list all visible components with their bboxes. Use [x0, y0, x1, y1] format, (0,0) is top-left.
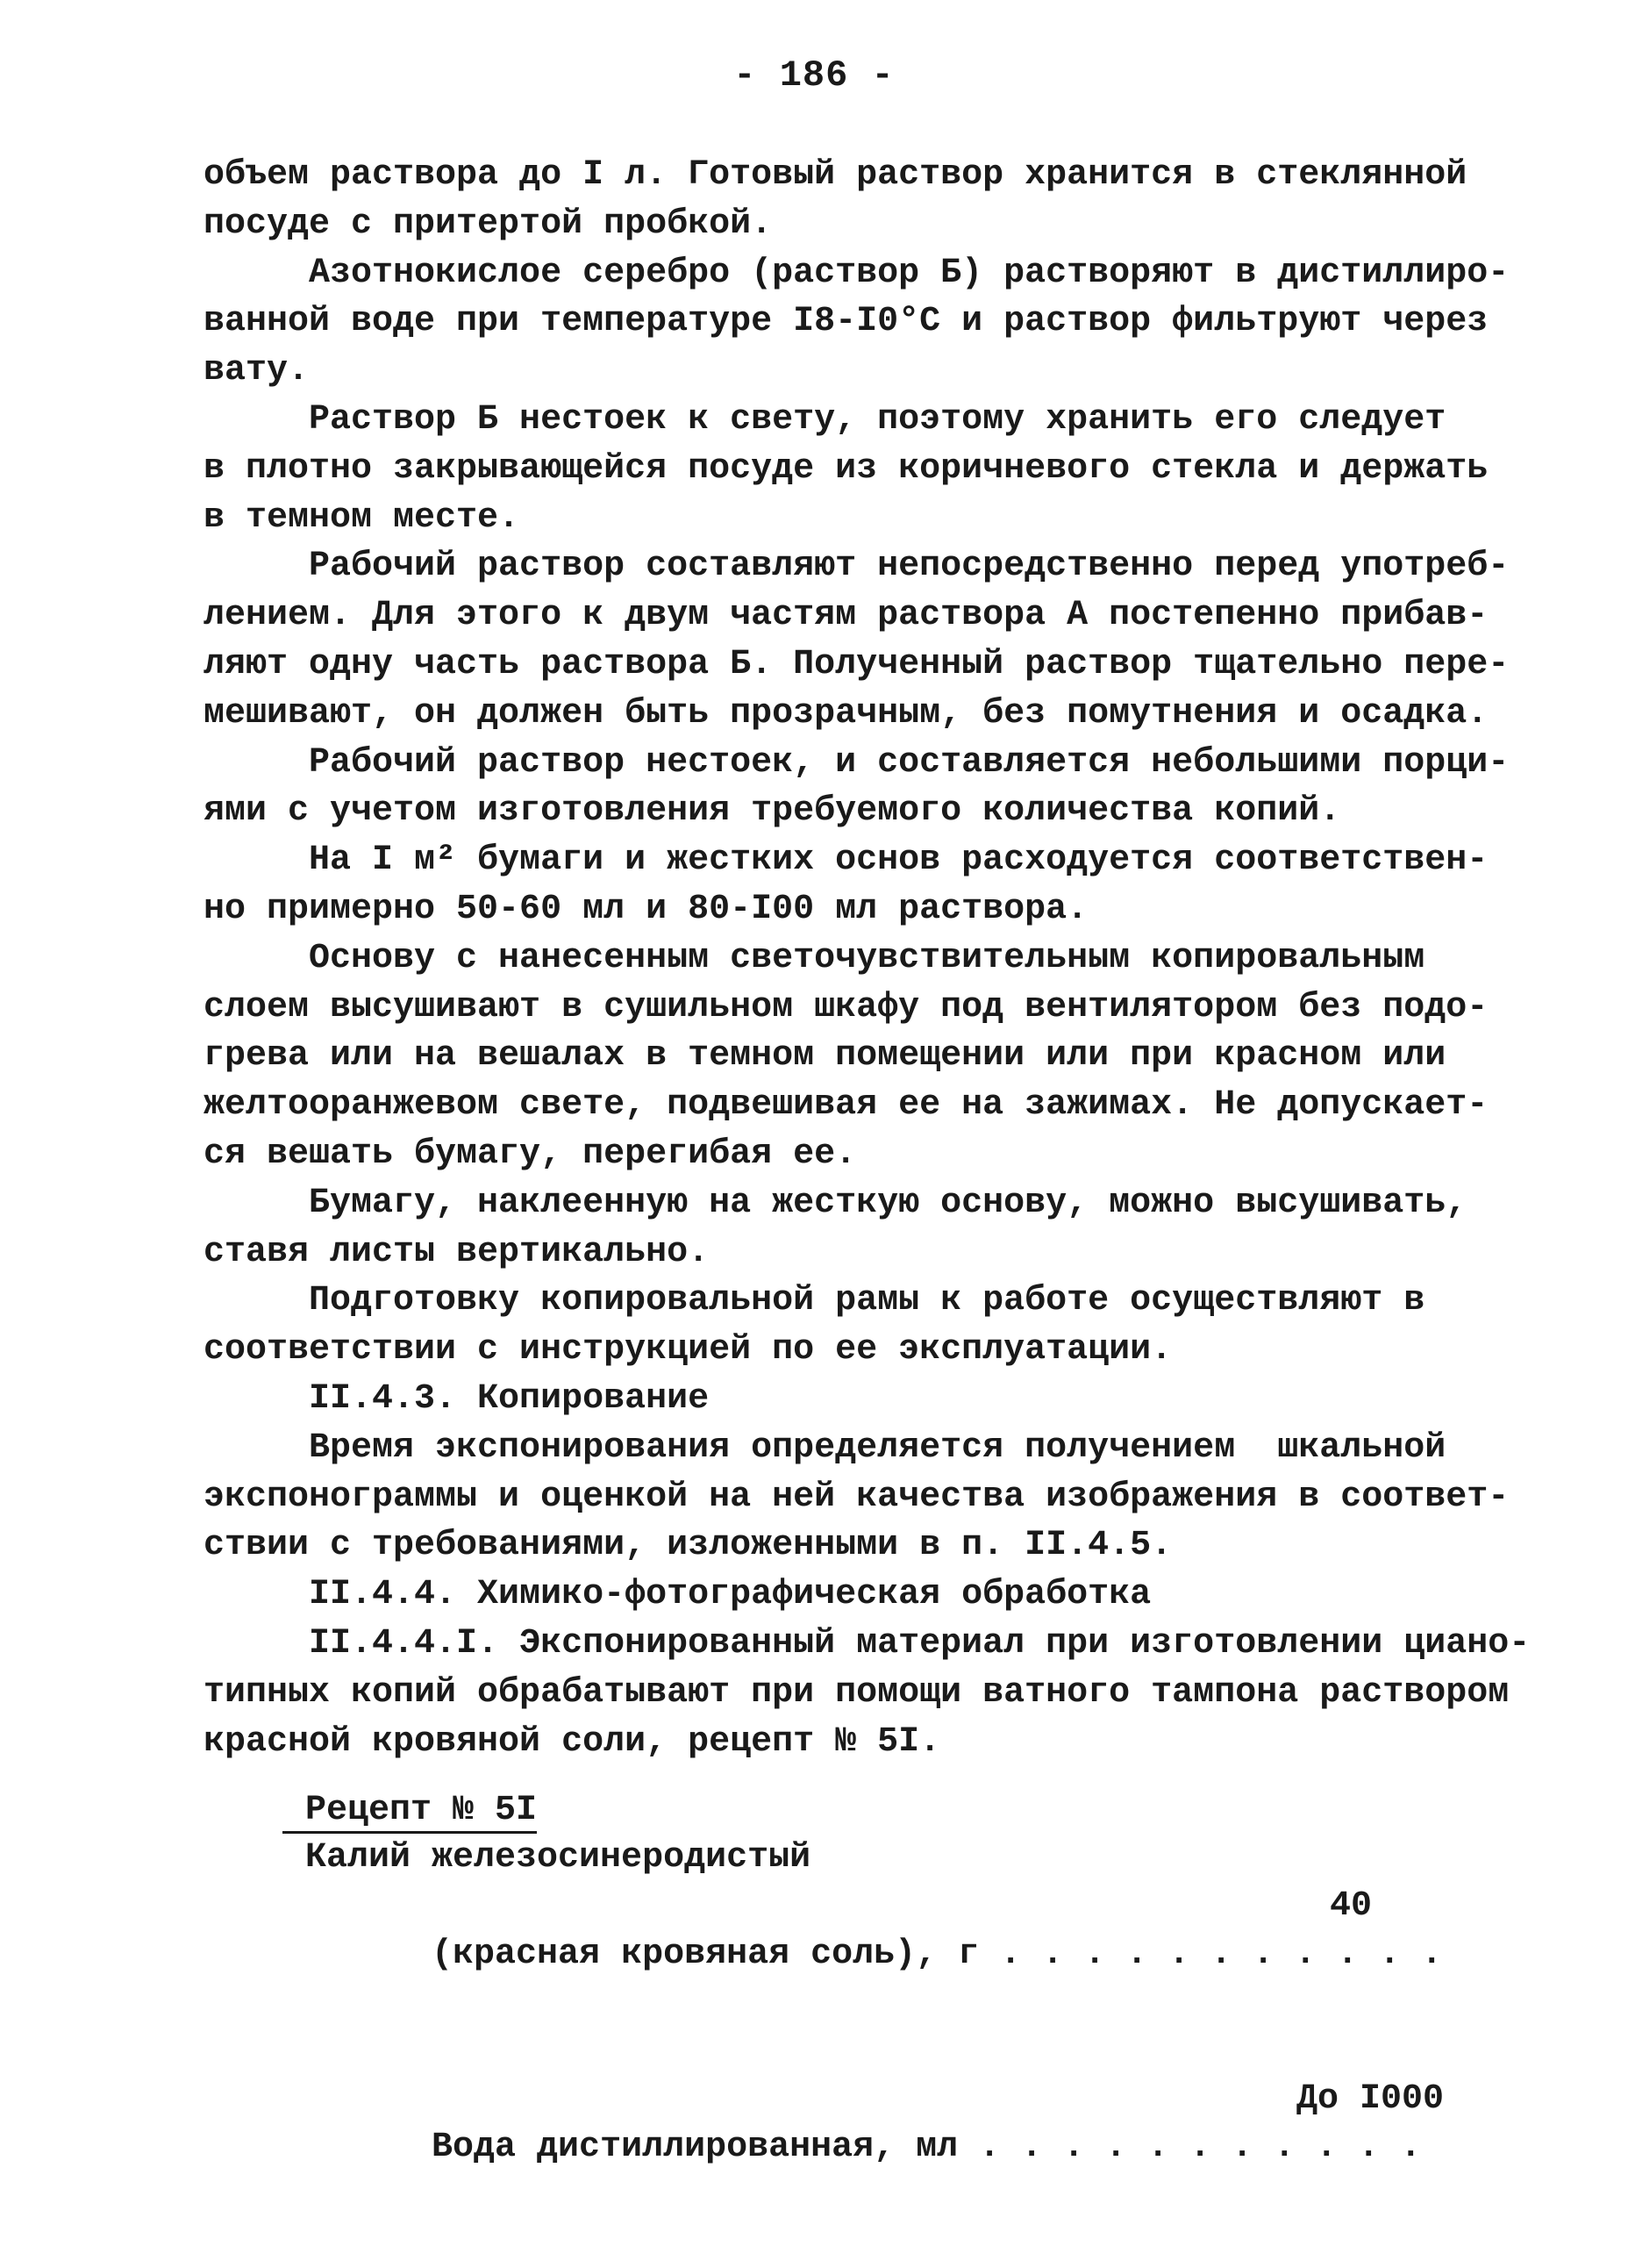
page-number: - 186 - — [733, 54, 895, 97]
recipe-block — [204, 1786, 1467, 2268]
text-line: типных копий обрабатывают при помощи ватного тампона раствором — [204, 1672, 1510, 1713]
recipe-ingredient-label: Вода дистиллированная, мл . . . . . . . . . . . — [432, 2128, 1422, 2167]
recipe-title: Рецепт № 5I — [305, 1791, 538, 1830]
text-line: объем раствора до I л. Готовый раствор хранится в стеклянной — [204, 155, 1467, 195]
section-heading: II.4.4. Химико-фотографическая обработка — [204, 1575, 1152, 1615]
text-line: слоем высушивают в сушильном шкафу под вентилятором без подо- — [204, 987, 1489, 1027]
recipe-ingredient-row — [305, 2075, 1467, 2268]
text-line: в темном месте. — [204, 497, 520, 538]
text-line: Время экспонирования определяется получением шкальной — [204, 1427, 1446, 1468]
recipe-ingredient-quantity: 40 — [1330, 1886, 1373, 1926]
text-line: Основу с нанесенным светочувствительным копировальным — [204, 938, 1425, 978]
text-line: грева или на вешалах в темном помещении или при красном или — [204, 1036, 1446, 1077]
text-line: ляют одну часть раствора Б. Полученный раствор тщательно пере- — [204, 644, 1510, 684]
text-line: экспонограммы и оценкой на ней качества изображения в соответ- — [204, 1477, 1510, 1517]
text-line: Бумагу, наклеенную на жесткую основу, можно высушивать, — [204, 1183, 1467, 1223]
text-line: вату. — [204, 351, 310, 391]
text-line: ствии с требованиями, изложенными в п. II.4.5. — [204, 1526, 1173, 1566]
text-line: желтооранжевом свете, подвешивая ее на зажимах. Не допускает- — [204, 1085, 1489, 1126]
recipe-ingredient-row — [305, 1882, 1467, 2075]
text-line: Рабочий раствор составляют непосредственно перед употреб- — [204, 547, 1510, 587]
text-line: Раствор Б нестоек к свету, поэтому хранить его следует — [204, 399, 1446, 440]
text-line: Подготовку копировальной рамы к работе осуществляют в — [204, 1281, 1425, 1321]
text-line: ями с учетом изготовления требуемого количества копий. — [204, 791, 1341, 832]
recipe-ingredient-label: (красная кровяная соль), г . . . . . . . . . . . — [432, 1935, 1443, 1974]
text-line: в плотно закрывающейся посуде из коричневого стекла и держать — [204, 448, 1489, 489]
section-heading: II.4.3. Копирование — [204, 1378, 710, 1419]
text-line: лением. Для этого к двум частям раствора А постепенно прибав- — [204, 596, 1489, 636]
recipe-ingredient-quantity: До I000 — [1296, 2079, 1445, 2119]
text-line: II.4.4.I. Экспонированный материал при изготовлении циано- — [204, 1623, 1531, 1663]
text-line: красной кровяной соли, рецепт № 5I. — [204, 1721, 941, 1762]
text-line: На I м² бумаги и жестких основ расходуется соответствен- — [204, 841, 1489, 881]
text-line: ставя листы вертикально. — [204, 1232, 710, 1272]
recipe-ingredient-name: Калий железосинеродистый — [305, 1838, 811, 1878]
text-line: соответствии с инструкцией по ее эксплуатации. — [204, 1330, 1173, 1370]
text-line: посуде с притертой пробкой. — [204, 204, 773, 244]
text-line: ся вешать бумагу, перегибая ее. — [204, 1134, 857, 1174]
text-line: Азотнокислое серебро (раствор Б) растворяют в дистиллиро- — [204, 253, 1510, 293]
text-line: ванной воде при температуре I8-I0°C и раствор фильтруют через — [204, 302, 1489, 342]
text-line: но примерно 50-60 мл и 80-I00 мл раствора. — [204, 889, 1089, 929]
text-line: Рабочий раствор нестоек, и составляется небольшими порци- — [204, 742, 1510, 783]
body-text — [204, 151, 1531, 1766]
text-line: мешивают, он должен быть прозрачным, без помутнения и осадка. — [204, 693, 1489, 733]
